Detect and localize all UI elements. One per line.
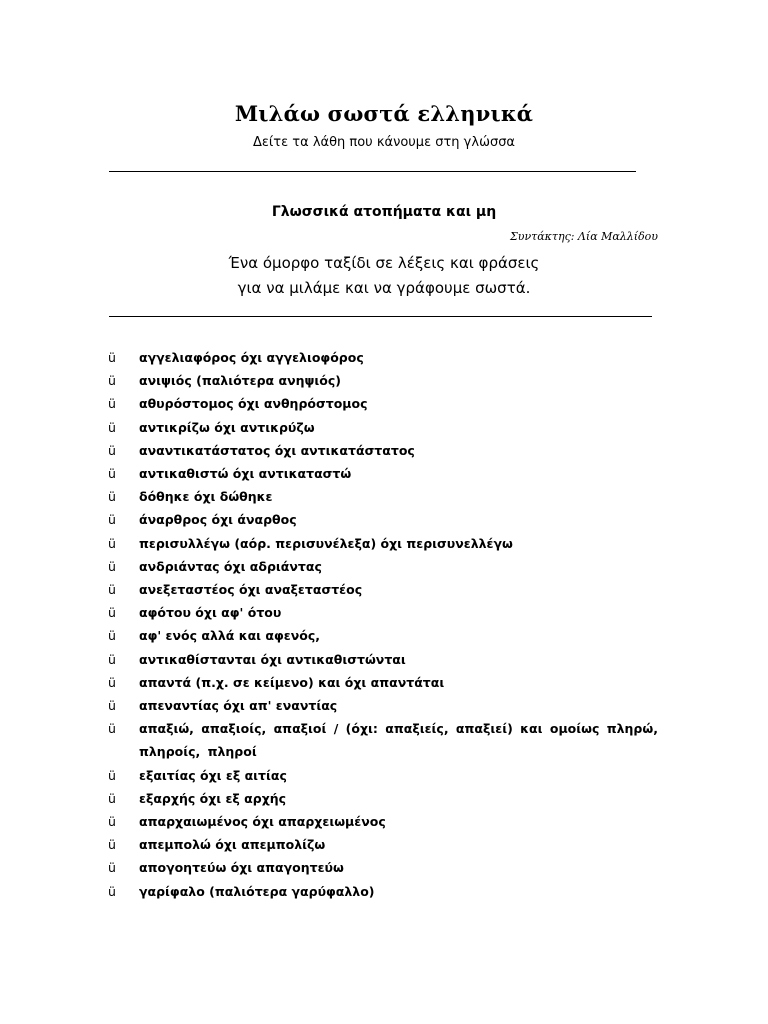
list-item-text: εξαιτίας όχι εξ αιτίας — [139, 767, 287, 783]
list-item — [108, 764, 658, 787]
checkmark-bullet-icon: ü — [108, 512, 116, 528]
list-item — [108, 694, 658, 717]
checkmark-bullet-icon: ü — [108, 489, 116, 505]
list-item-text: αντικαθιστώ όχι αντικαταστώ — [139, 466, 352, 482]
checkmark-bullet-icon: ü — [108, 814, 116, 830]
list-item-text: εξαρχής όχι εξ αρχής — [139, 790, 287, 806]
list-item — [108, 485, 658, 508]
document-title: Μιλάω σωστά ελληνικά — [234, 101, 534, 126]
checkmark-bullet-icon: ü — [108, 790, 116, 806]
list-item-text: αντικρίζω όχι αντικρύζω — [139, 419, 315, 435]
list-item — [108, 439, 658, 462]
intro-line-2: για να μιλάμε και να γράφουμε σωστά. — [237, 279, 531, 297]
top-divider — [109, 171, 636, 172]
list-item — [108, 833, 658, 856]
list-item-text: αντικαθίστανται όχι αντικαθιστώνται — [139, 651, 406, 667]
list-item — [108, 717, 658, 763]
intro-line-1: Ένα όμορφο ταξίδι σε λέξεις και φράσεις — [228, 254, 540, 272]
list-item — [108, 555, 658, 578]
list-item — [108, 416, 658, 439]
checkmark-bullet-icon: ü — [108, 883, 116, 899]
author-line: Συντάκτης: Λία Μαλλίδου — [510, 230, 658, 243]
checkmark-bullet-icon: ü — [108, 674, 116, 690]
list-item-text: ανδριάντας όχι αδριάντας — [139, 558, 322, 574]
checkmark-bullet-icon: ü — [108, 605, 116, 621]
checkmark-bullet-icon: ü — [108, 651, 116, 667]
checkmark-bullet-icon: ü — [108, 350, 116, 365]
list-item-text: απεμπολώ όχι απεμπολίζω — [139, 837, 326, 853]
list-item-text: ανεξεταστέος όχι αναξεταστέος — [139, 582, 363, 598]
document-subtitle: Δείτε τα λάθη που κάνουμε στη γλώσσα — [252, 135, 515, 150]
list-item — [108, 624, 658, 647]
list-item-text: περισυλλέγω (αόρ. περισυνέλεξα) όχι περισυνελλέγω — [139, 535, 513, 551]
checkmark-bullet-icon: ü — [108, 558, 116, 574]
checkmark-bullet-icon: ü — [108, 419, 116, 435]
checkmark-bullet-icon: ü — [108, 698, 116, 714]
list-item — [108, 787, 658, 810]
checkmark-bullet-icon: ü — [108, 582, 116, 598]
list-item — [108, 578, 658, 601]
list-item — [108, 810, 658, 833]
list-item-text: άναρθρος όχι άναρθος — [139, 512, 297, 528]
list-item-text: αναντικατάστατος όχι αντικατάστατος — [139, 442, 415, 458]
list-item — [108, 648, 658, 671]
list-item — [108, 392, 658, 415]
list-item — [108, 601, 658, 624]
list-item — [108, 532, 658, 555]
checkmark-bullet-icon: ü — [108, 373, 116, 389]
list-item — [108, 508, 658, 531]
list-item-text: απαξιώ, απαξιοίς, απαξιοί / (όχι: απαξιείς, απαξιεί) και ομοίως πληρώ, πληροίς, πληροί — [139, 721, 658, 760]
section-title: Γλωσσικά ατοπήματα και μη — [271, 204, 497, 220]
list-item-text: απαντά (π.χ. σε κείμενο) και όχι απαντάται — [139, 674, 445, 690]
list-item — [108, 369, 658, 392]
list-item-text: απογοητεύω όχι απαγοητεύω — [139, 860, 344, 876]
list-item-text: αφ' ενός αλλά και αφενός, — [139, 628, 320, 644]
checkmark-bullet-icon: ü — [108, 466, 116, 482]
list-item — [108, 671, 658, 694]
intro-divider — [109, 316, 652, 317]
checkmark-bullet-icon: ü — [108, 535, 116, 551]
checkmark-bullet-icon: ü — [108, 721, 116, 737]
list-item — [108, 880, 658, 903]
word-list — [108, 346, 658, 903]
list-item-text: ανιψιός (παλιότερα ανηψιός) — [139, 373, 342, 389]
list-item-text: γαρίφαλο (παλιότερα γαρύφαλλο) — [139, 883, 375, 899]
list-item-text: δόθηκε όχι δώθηκε — [139, 489, 273, 505]
list-item-text: απαρχαιωμένος όχι απαρχειωμένος — [139, 814, 386, 830]
list-item-text: αφότου όχι αφ' ότου — [139, 605, 282, 621]
list-item-text: απεναντίας όχι απ' εναντίας — [139, 698, 338, 714]
checkmark-bullet-icon: ü — [108, 767, 116, 783]
checkmark-bullet-icon: ü — [108, 860, 116, 876]
checkmark-bullet-icon: ü — [108, 442, 116, 458]
list-item-text: αγγελιαφόρος όχι αγγελιοφόρος — [139, 350, 364, 365]
checkmark-bullet-icon: ü — [108, 837, 116, 853]
checkmark-bullet-icon: ü — [108, 396, 116, 412]
list-item — [108, 856, 658, 879]
list-item — [108, 346, 658, 369]
list-item-text: αθυρόστομος όχι ανθηρόστομος — [139, 396, 368, 412]
list-item — [108, 462, 658, 485]
checkmark-bullet-icon: ü — [108, 628, 116, 644]
